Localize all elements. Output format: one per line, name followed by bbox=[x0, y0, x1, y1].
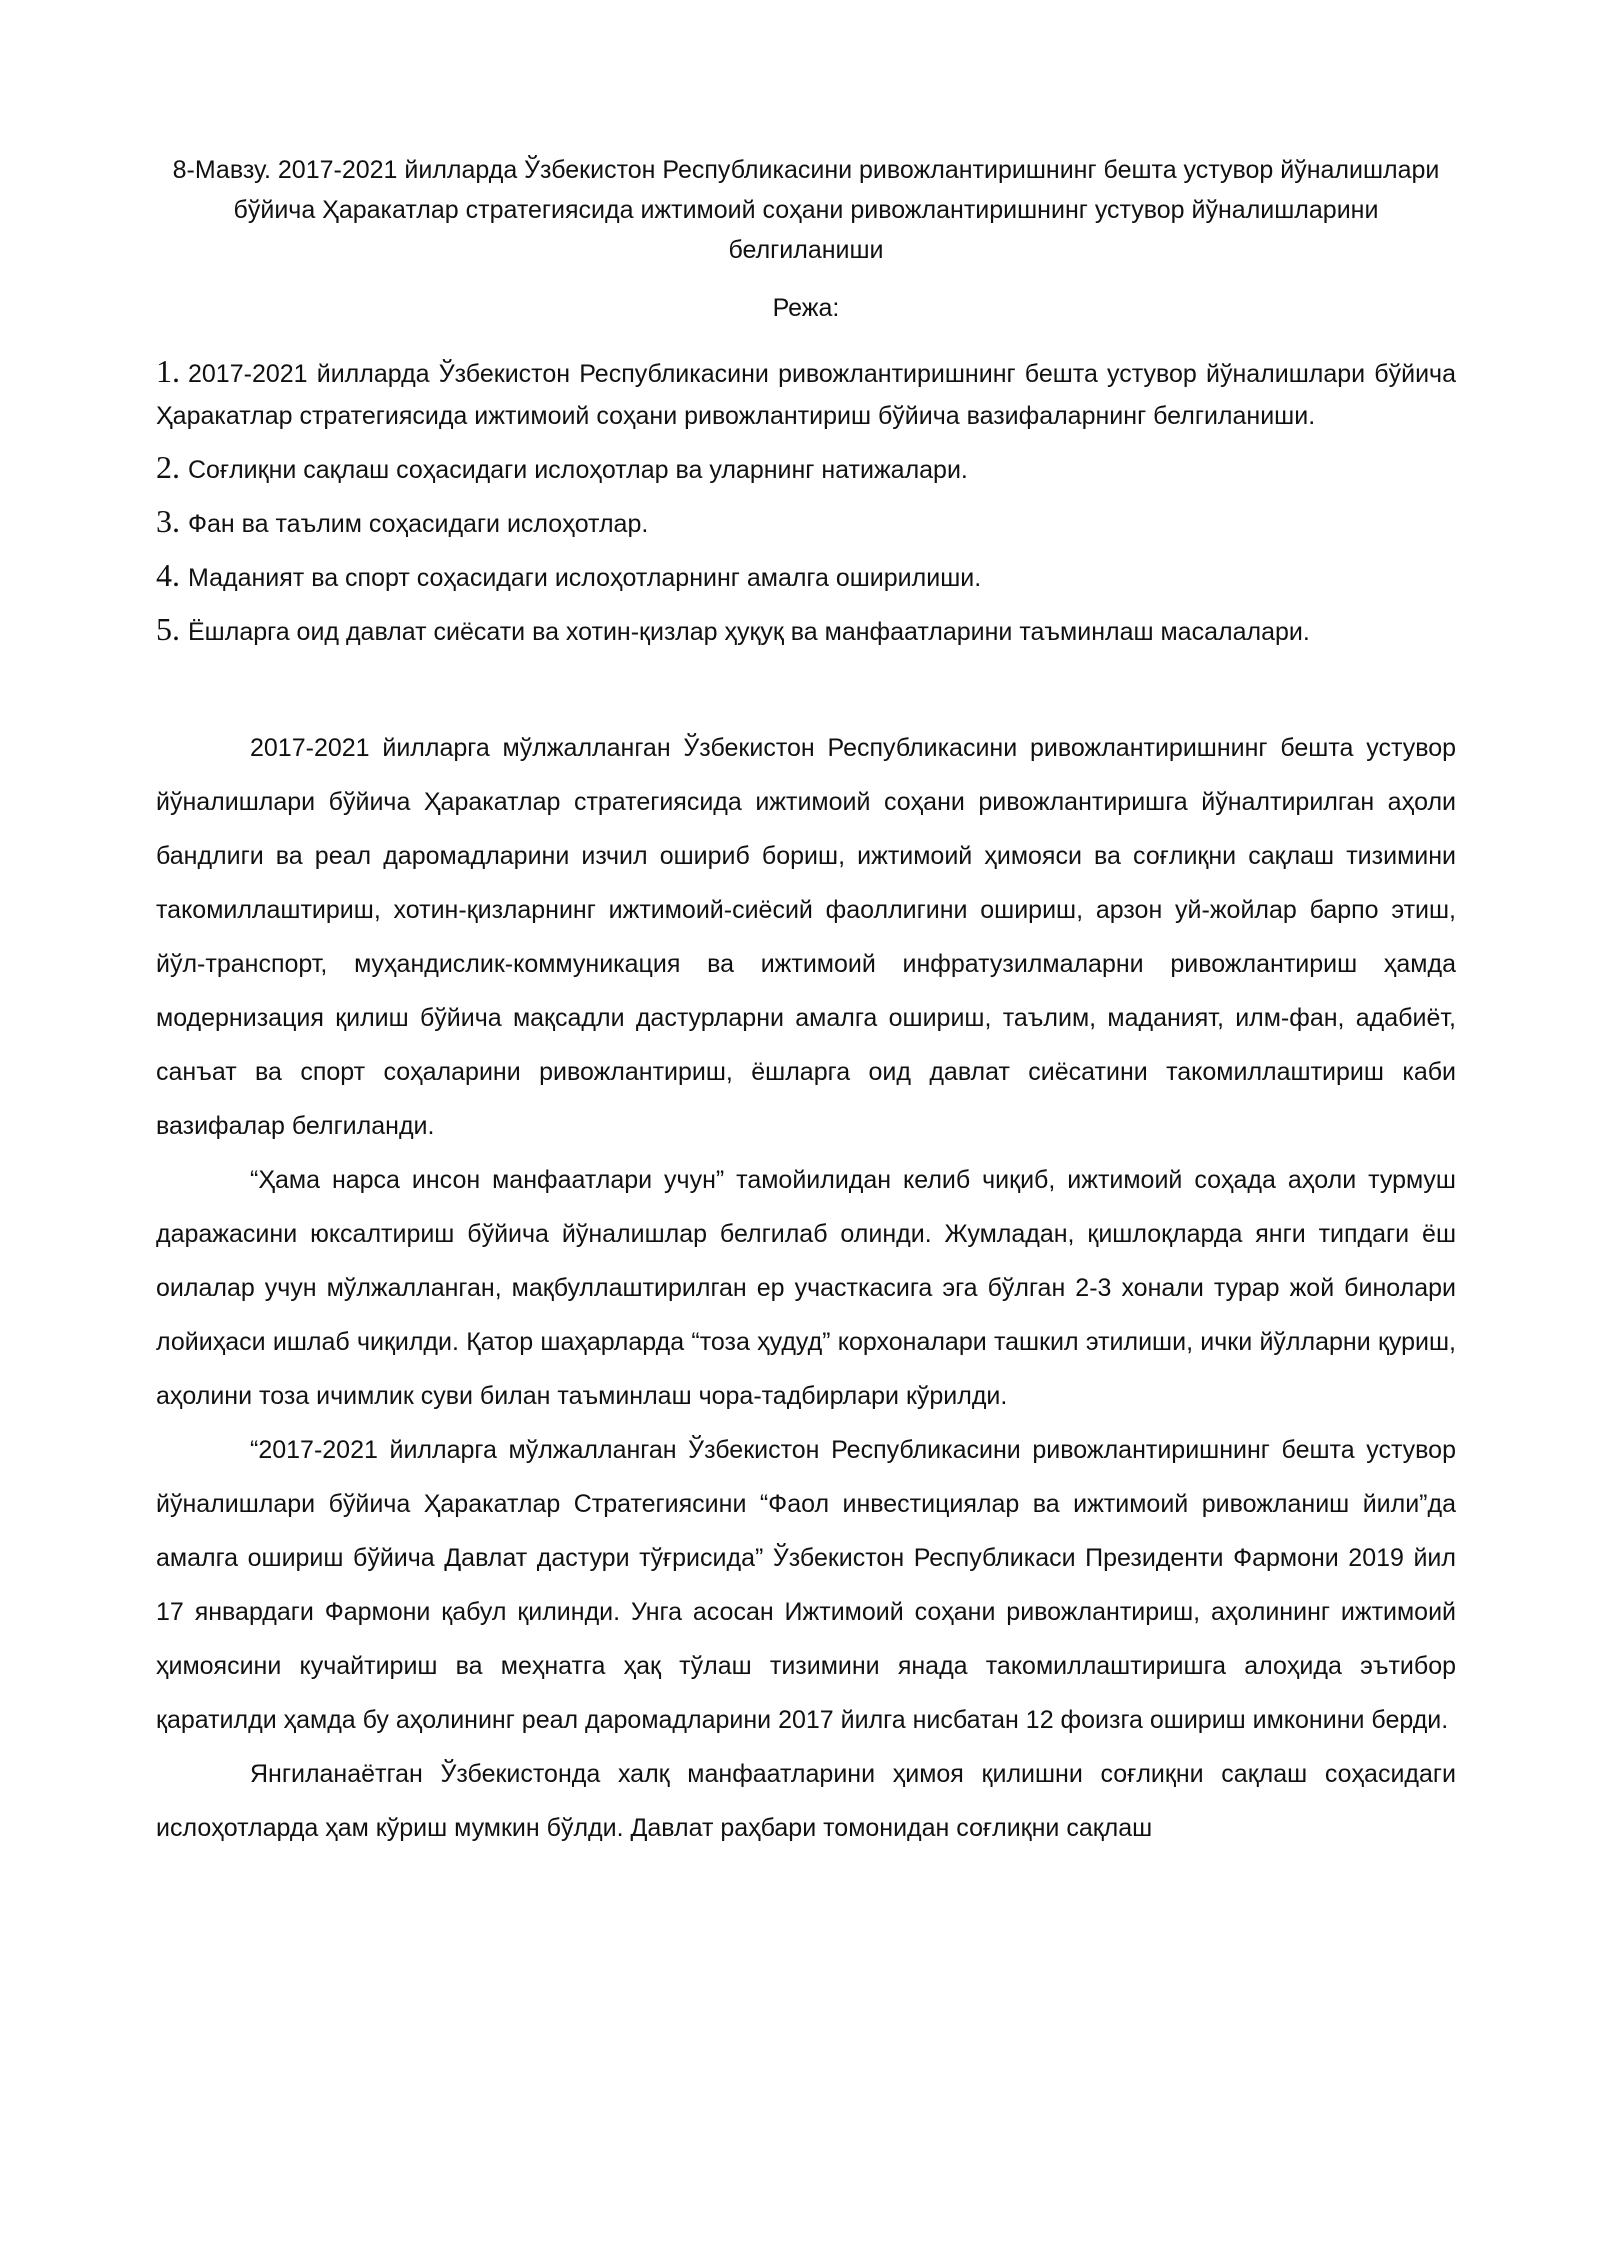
plan-item-text: Ёшларга оид давлат сиёсати ва хотин-қизлар ҳуқуқ ва манфаатларини таъминлаш масалалари. bbox=[188, 618, 1310, 646]
plan-item-number: 1. bbox=[156, 353, 180, 389]
document-body bbox=[156, 721, 1456, 1855]
document-title: 8-Мавзу. 2017-2021 йилларда Ўзбекистон Республикасини ривожлантиришнинг бешта устувор йўналишлари бўйича Ҳаракатлар стратегиясида ижтимоий соҳани ривожлантиришнинг устувор йўналишларини белгиланиши bbox=[172, 156, 1440, 264]
plan-list bbox=[156, 350, 1456, 653]
plan-item bbox=[156, 350, 1456, 437]
plan-item-number: 4. bbox=[156, 557, 180, 593]
body-paragraph: 2017-2021 йилларга мўлжалланган Ўзбекистон Республикасини ривожлантиришнинг бешта устувор йўналишлари бўйича Ҳаракатлар стратегиясида ижтимоий соҳани ривожлантиришга йўналтирилган аҳоли бандлиги ва реал даромадларини изчил ошириб бориш, ижтимоий ҳимояси ва соғлиқни сақлаш тизимини такомиллаштириш, хотин-қизларнинг ижтимоий-сиёсий фаоллигини ошириш, арзон уй-жойлар барпо этиш, йўл-транспорт, муҳандислик-коммуникация ва ижтимоий инфратузилмаларни ривожлантириш ҳамда модернизация қилиш бўйича мақсадли дастурларни амалга ошириш, таълим, маданият, илм-фан, адабиёт, санъат ва спорт соҳаларини ривожлантириш, ёшларга оид давлат сиёсатини такомиллаштириш каби вазифалар белгиланди. bbox=[156, 734, 1456, 1140]
plan-item-number: 3. bbox=[156, 503, 180, 539]
plan-item bbox=[156, 608, 1456, 653]
body-paragraph: Янгиланаётган Ўзбекистонда халқ манфаатларини ҳимоя қилишни соғлиқни сақлаш соҳасидаги ислоҳотларда ҳам кўриш мумкин бўлди. Давлат раҳбари томонидан соғлиқни сақлаш bbox=[156, 1760, 1456, 1842]
plan-item-number: 5. bbox=[156, 611, 180, 647]
plan-item-text: Соғлиқни сақлаш соҳасидаги ислоҳотлар ва уларнинг натижалари. bbox=[188, 456, 968, 484]
plan-item-text: Фан ва таълим соҳасидаги ислоҳотлар. bbox=[188, 510, 649, 538]
document-content bbox=[156, 150, 1456, 1855]
plan-heading: Режа: bbox=[772, 294, 840, 322]
body-paragraph: “2017-2021 йилларга мўлжалланган Ўзбекистон Республикасини ривожлантиришнинг бешта устувор йўналишлари бўйича Ҳаракатлар Стратегиясини “Фаол инвестициялар ва ижтимоий ривожланиш йили”да амалга ошириш бўйича Давлат дастури тўғрисида” Ўзбекистон Республикаси Президенти Фармони 2019 йил 17 январдаги Фармони қабул қилинди. Унга асосан Ижтимоий соҳани ривожлантириш, аҳолининг ижтимоий ҳимоясини кучайтириш ва меҳнатга ҳақ тўлаш тизимини янада такомиллаштиришга алоҳида эътибор қаратилди ҳамда бу аҳолининг реал даромадларини 2017 йилга нисбатан 12 фоизга ошириш имконини берди. bbox=[156, 1436, 1456, 1734]
plan-item-text: Маданият ва спорт соҳасидаги ислоҳотларнинг амалга оширилиши. bbox=[188, 564, 982, 592]
plan-item bbox=[156, 500, 1456, 545]
plan-item-text: 2017-2021 йилларда Ўзбекистон Республикасини ривожлантиришнинг бешта устувор йўналишлари бўйича Ҳаракатлар стратегиясида ижтимоий соҳани ривожлантириш бўйича вазифаларнинг белгиланиши. bbox=[156, 360, 1456, 430]
plan-item bbox=[156, 554, 1456, 599]
body-paragraph: “Ҳама нарса инсон манфаатлари учун” тамойилидан келиб чиқиб, ижтимоий соҳада аҳоли турмуш даражасини юксалтириш бўйича йўналишлар белгилаб олинди. Жумладан, қишлоқларда янги типдаги ёш оилалар учун мўлжалланган, мақбуллаштирилган ер участкасига эга бўлган 2-3 хонали турар жой бинолари лойиҳаси ишлаб чиқилди. Қатор шаҳарларда “тоза ҳудуд” корхоналари ташкил этилиши, ички йўлларни қуриш, аҳолини тоза ичимлик суви билан таъминлаш чора-тадбирлари кўрилди. bbox=[156, 1166, 1456, 1410]
plan-item-number: 2. bbox=[156, 449, 180, 485]
plan-item bbox=[156, 446, 1456, 491]
